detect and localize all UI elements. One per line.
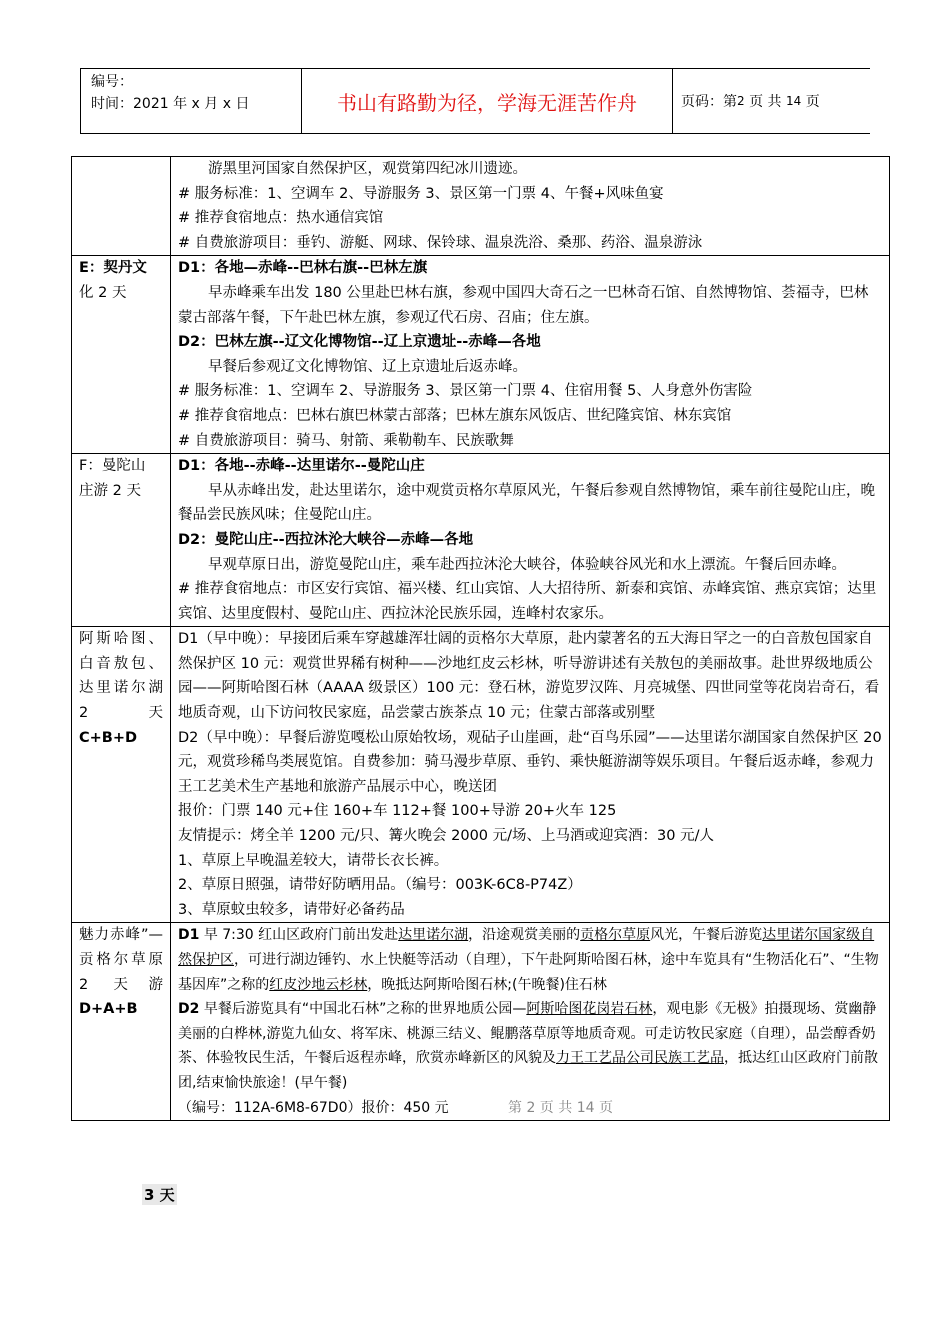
- row-content: D1：各地--赤峰--达里诺尔--曼陀山庄 早从赤峰出发，赴达里诺尔，途中观赏贡格尔草原风光，午餐后参观自然博物馆，乘车前往曼陀山庄，晚餐品尝民族风味；住曼陀山庄。 D2：曼陀山庄--西拉沐沦大峡谷—赤峰—各地 早观草原日出，游览曼陀山庄，乘车赴西拉沐沦大峡谷，体验峡谷风光和水上漂流。午餐后回赤峰。 # 推荐食宿地点：市区安行宾馆、福兴楼、红山宾馆、人大招待所、新泰和宾馆、赤峰宾馆、燕京宾馆；达里宾馆、达里度假村、曼陀山庄、西拉沐沦民族乐园，连峰村农家乐。: [171, 454, 890, 627]
- header-meta: [81, 69, 302, 133]
- table-row: [72, 256, 890, 454]
- table-row: [72, 157, 890, 256]
- table-row: [72, 627, 890, 923]
- footer-label: 3 天: [144, 1186, 175, 1204]
- row-label: [72, 157, 171, 256]
- row-content: D1（早中晚）：早接团后乘车穿越雄浑壮阔的贡格尔大草原，赴内蒙著名的五大海日罕之一的白音敖包国家自然保护区 10 元：观赏世界稀有树种——沙地红皮云杉林，听导游讲述有关敖包的美丽故事。赴世界级地质公园——阿斯哈图石林（AAAA 级景区）100 元：登石林，游览罗汉阵、月亮城堡、四世同堂等花岗岩奇石，看地质奇观，山下访问牧民家庭，品尝蒙古族茶点 10 元；住蒙古部落或别墅 D2（早中晚）：早餐后游览嘎松山原始牧场，观砧子山崖画，赴“百鸟乐园”——达里诺尔湖国家自然保护区 20 元，观赏珍稀鸟类展览馆。自费参加：骑马漫步草原、垂钓、乘快艇游湖等娱乐项目。午餐后返赤峰，参观力王工艺美术生产基地和旅游产品展示中心，晚送团 报价：门票 140 元+住 160+车 112+餐 100+导游 20+火车 125 友情提示：烤全羊 1200 元/只、篝火晚会 2000 元/场、上马酒或迎宾酒：30 元/人 1、草原上早晚温差较大，请带长衣长裤。 2、草原日照强，请带好防晒用品。（编号：003K-6C8-P74Z） 3、草原蚊虫较多，请带好必备药品: [171, 627, 890, 923]
- header-motto: 书山有路勤为径，学海无涯苦作舟: [302, 69, 673, 133]
- row-content: D1 早 7:30 红山区政府门前出发赴达里诺尔湖，沿途观赏美丽的贡格尔草原风光，午餐后游览达里诺尔国家级自然保护区，可进行湖边锤钓、水上快艇等活动（自理），下午赴阿斯哈图石林，途中车览具有“生物活化石”、“生物基因库”之称的红皮沙地云杉林，晚抵达阿斯哈图石林;(午晚餐)住石林 D2 早餐后游览具有“中国北石林”之称的世界地质公园—阿斯哈图花岗岩石林，观电影《无极》拍摄现场、赏幽静美丽的白桦林,游览九仙女、将军床、桃源三结义、鲲鹏落草原等地质奇观。可走访牧民家庭（自理），品尝醇香奶茶、体验牧民生活，午餐后返程赤峰，欣赏赤峰新区的风貌及力王工艺品公司民族工艺品，抵达红山区政府门前散团,结束愉快旅途！(早午餐) （编号：112A-6M8-67D0）报价：450 元 第 2 页 共 14 页: [171, 923, 890, 1121]
- row-label: E：契丹文 化 2 天: [72, 256, 171, 454]
- row-content: D1：各地—赤峰--巴林右旗--巴林左旗 早赤峰乘车出发 180 公里赴巴林右旗，参观中国四大奇石之一巴林奇石馆、自然博物馆、荟福寺，巴林蒙古部落午餐，下午赴巴林左旗，参观辽代石房、召庙；住左旗。 D2：巴林左旗--辽文化博物馆--辽上京遗址--赤峰—各地 早餐后参观辽文化博物馆、辽上京遗址后返赤峰。 # 服务标准：1、空调车 2、导游服务 3、景区第一门票 4、住宿用餐 5、人身意外伤害险 # 推荐食宿地点：巴林右旗巴林蒙古部落；巴林左旗东风饭店、世纪隆宾馆、林东宾馆 # 自费旅游项目：骑马、射箭、乘勒勒车、民族歌舞: [171, 256, 890, 454]
- row-label: F：曼陀山 庄游 2 天: [72, 454, 171, 627]
- table-row: [72, 454, 890, 627]
- row-label: 魅力赤峰”—贡格尔草原 2 天游 D+A+B: [72, 923, 171, 1121]
- faint-page-watermark: 第 2 页 共 14 页: [508, 1099, 613, 1116]
- row-label: 阿斯哈图、白音敖包、达里诺尔湖 2 天 C+B+D: [72, 627, 171, 923]
- itinerary-table: [71, 156, 890, 1121]
- table-row: [72, 923, 890, 1121]
- page-total: 14: [786, 94, 802, 108]
- page-header: [80, 68, 870, 134]
- doc-number: 编号：: [91, 74, 133, 90]
- page-number: 2: [737, 94, 745, 108]
- row-content: 游黑里河国家自然保护区，观赏第四纪冰川遗迹。 # 服务标准：1、空调车 2、导游服务 3、景区第一门票 4、午餐+风味鱼宴 # 推荐食宿地点：热水通信宾馆 # 自费旅游项目：垂钓、游艇、网球、保铃球、温泉洗浴、桑那、药浴、温泉游泳: [171, 157, 890, 256]
- page-indicator: 页码：第 2 页 共 14 页: [681, 94, 820, 110]
- doc-date: 时间：2021 年 x 月 x 日: [91, 96, 250, 112]
